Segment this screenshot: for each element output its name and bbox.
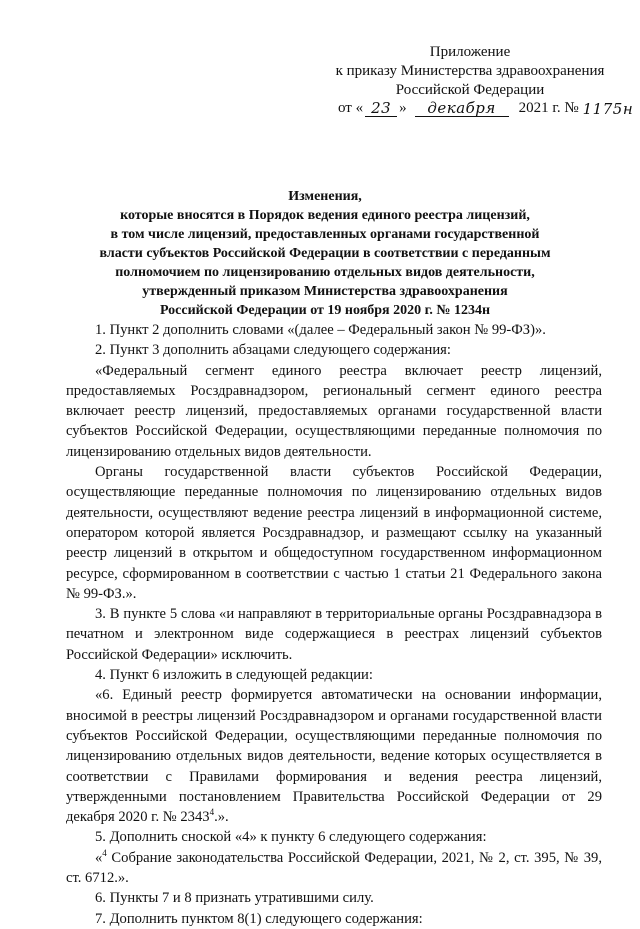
- appendix-label: Приложение: [429, 44, 511, 60]
- date-quote-close: »: [399, 100, 407, 116]
- paragraph-quoted-2: Органы государственной власти субъектов Российской Федерации, осуществляющие переданные полномочия по лицензированию отдельных видов деятельности, осуществляют ведение реестра лицензий в информационной системе, оператором которой является Росздравнадзор, и размещают ссылку на указанный реестр лицензий в открытом и общедоступном государственном информационном ресурсе, сформированном в соответствии с частью 1 статьи 21 Федерального закона № 99-ФЗ.».: [66, 464, 602, 602]
- appendix-order-line: к приказу Министерства здравоохранения: [335, 63, 605, 79]
- title-line: полномочием по лицензированию отдельных видов деятельности,: [115, 265, 535, 280]
- paragraph-quoted-3: [66, 685, 602, 827]
- date-day-handwritten: 23: [365, 101, 397, 117]
- appendix-country-line: Российской Федерации: [395, 82, 545, 98]
- paragraph-quoted-3-text: «6. Единый реестр формируется автоматически на основании информации, вносимой в реестры лицензий Росздравнадзором и органами государственной власти субъектов Российской Федерации, осуществляющими переданные полномочия по лицензированию отдельных видов деятельности, ведение которых осуществляется в соответствии с Правилами формирования и ведения реестра лицензий, утвержденными постановлением Правительства Российской Федерации от 29 декабря 2020 г. № 2343: [66, 687, 602, 826]
- document-title: [90, 187, 560, 320]
- date-year: 2021 г. №: [518, 100, 579, 116]
- document-body: [66, 320, 602, 929]
- title-line: Изменения,: [288, 189, 362, 204]
- paragraph-item-5: 5. Дополнить сноской «4» к пункту 6 следующего содержания:: [95, 829, 487, 846]
- order-date-line: [336, 99, 634, 118]
- footnote-text: Собрание законодательства Российской Федерации, 2021, № 2, ст. 395, № 39, ст. 6712.».: [66, 849, 602, 887]
- order-number-handwritten: 1175н: [582, 100, 634, 118]
- footnote-mark: 4: [102, 847, 107, 858]
- title-line: власти субъектов Российской Федерации в соответствии с переданным: [99, 246, 551, 261]
- paragraph-item-7: 7. Дополнить пунктом 8(1) следующего содержания:: [95, 910, 423, 927]
- paragraph-item-6: 6. Пункты 7 и 8 признать утратившими силу.: [95, 890, 374, 907]
- paragraph-item-1: 1. Пункт 2 дополнить словами «(далее – Федеральный закон № 99-ФЗ)».: [95, 322, 546, 338]
- footnote-ref: 4: [209, 807, 215, 818]
- paragraph-item-4: 4. Пункт 6 изложить в следующей редакции:: [95, 667, 373, 684]
- date-month-handwritten: декабря: [415, 101, 509, 117]
- paragraph-item-2: 2. Пункт 3 дополнить абзацами следующего содержания:: [95, 342, 451, 359]
- paragraph-quoted-1: «Федеральный сегмент единого реестра включает реестр лицензий, предоставляемых Росздравнадзором, региональный сегмент единого реестра включает реестр лицензий, предоставляемых органами государственной власти субъектов Российской Федерации, осуществляющими переданные полномочия по лицензированию отдельных видов деятельности.: [66, 362, 602, 460]
- paragraph-footnote: [66, 848, 602, 889]
- footnote-open-quote: «: [95, 849, 103, 866]
- date-prefix: от «: [338, 100, 364, 116]
- appendix-block: [330, 43, 610, 100]
- title-line: Российской Федерации от 19 ноября 2020 г. № 1234н: [159, 303, 491, 318]
- title-line: которые вносятся в Порядок ведения единого реестра лицензий,: [120, 208, 530, 223]
- paragraph-quoted-3-end: .».: [214, 809, 229, 826]
- paragraph-item-3: 3. В пункте 5 слова «и направляют в территориальные органы Росздравнадзора в печатном и электронном виде содержащиеся в реестрах лицензий субъектов Российской Федерации» исключить.: [66, 606, 602, 663]
- title-line: утвержденный приказом Министерства здравоохранения: [142, 284, 508, 299]
- title-line: в том числе лицензий, предоставленных органами государственной: [110, 227, 540, 242]
